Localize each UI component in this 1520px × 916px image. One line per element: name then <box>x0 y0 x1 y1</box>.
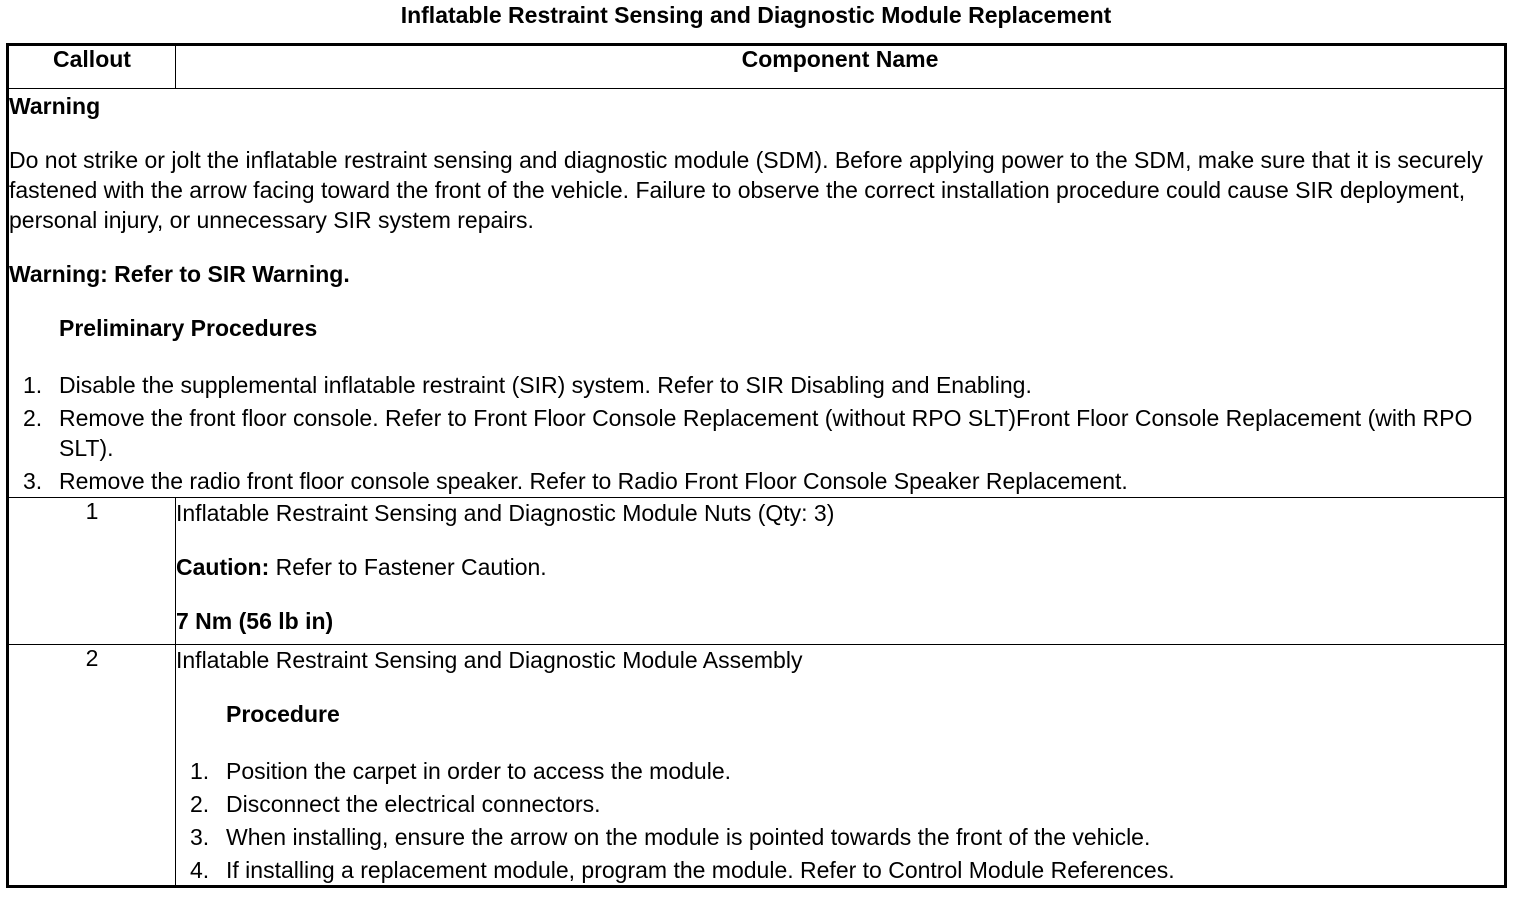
list-item <box>176 756 1504 786</box>
step-number: 1. <box>190 758 210 784</box>
component-name-column-header: Component Name <box>176 45 1506 89</box>
table-row <box>8 645 1506 887</box>
table-header-row <box>8 45 1506 89</box>
caution-text: Refer to Fastener Caution. <box>269 554 547 580</box>
spacer <box>9 343 1504 367</box>
list-item <box>176 855 1504 885</box>
step-text: Disconnect the electrical connectors. <box>226 791 601 817</box>
step-text: Remove the front floor console. Refer to Front Floor Console Replacement (without RPO SLT)Front Floor Console Replacement (with RPO SLT). <box>59 405 1473 461</box>
list-item <box>9 466 1504 496</box>
procedure-steps-list <box>176 756 1504 885</box>
spacer <box>9 235 1504 259</box>
list-item <box>9 403 1504 463</box>
step-number: 1. <box>23 372 43 398</box>
step-text: If installing a replacement module, program the module. Refer to Control Module References. <box>226 857 1175 883</box>
spacer <box>176 528 1504 552</box>
component-name: Inflatable Restraint Sensing and Diagnostic Module Nuts (Qty: 3) <box>176 500 835 526</box>
preliminary-procedures-heading: Preliminary Procedures <box>59 315 318 341</box>
list-item <box>9 370 1504 400</box>
spacer <box>9 289 1504 313</box>
warning-heading: Warning <box>9 93 101 119</box>
step-text: Position the carpet in order to access the module. <box>226 758 732 784</box>
procedure-heading: Procedure <box>226 701 340 727</box>
preliminary-steps-list <box>9 370 1504 496</box>
table-row <box>8 498 1506 645</box>
step-number: 2. <box>190 791 210 817</box>
caution-line <box>176 552 1504 582</box>
component-name: Inflatable Restraint Sensing and Diagnostic Module Assembly <box>176 647 803 673</box>
intro-cell <box>8 89 1506 498</box>
spacer <box>176 729 1504 753</box>
list-item <box>176 789 1504 819</box>
callout-cell: 1 <box>8 498 176 645</box>
step-number: 4. <box>190 857 210 883</box>
step-text: Disable the supplemental inflatable restraint (SIR) system. Refer to SIR Disabling and Enabling. <box>59 372 1032 398</box>
component-cell <box>176 645 1506 887</box>
callout-cell: 2 <box>8 645 176 887</box>
intro-row <box>8 89 1506 498</box>
list-item <box>176 822 1504 852</box>
step-number: 3. <box>190 824 210 850</box>
spacer <box>176 675 1504 699</box>
component-cell <box>176 498 1506 645</box>
callout-column-header: Callout <box>8 45 176 89</box>
warning-refer: Warning: Refer to SIR Warning. <box>9 261 350 287</box>
step-text: Remove the radio front floor console speaker. Refer to Radio Front Floor Console Speaker Replacement. <box>59 468 1128 494</box>
caution-label: Caution: <box>176 554 270 580</box>
step-number: 2. <box>23 405 43 431</box>
warning-text: Do not strike or jolt the inflatable restraint sensing and diagnostic module (SDM). Before applying power to the SDM, make sure that it is securely fastened with the arrow facing toward the front of the vehicle. Failure to observe the correct installation procedure could cause SIR deployment, personal injury, or unnecessary SIR system repairs. <box>9 147 1483 233</box>
page-title: Inflatable Restraint Sensing and Diagnostic Module Replacement <box>400 2 1112 28</box>
component-table <box>6 43 1507 888</box>
step-text: When installing, ensure the arrow on the module is pointed towards the front of the vehicle. <box>226 824 1151 850</box>
spacer <box>176 582 1504 606</box>
torque-spec: 7 Nm (56 lb in) <box>176 608 334 634</box>
step-number: 3. <box>23 468 43 494</box>
spacer <box>9 121 1504 145</box>
